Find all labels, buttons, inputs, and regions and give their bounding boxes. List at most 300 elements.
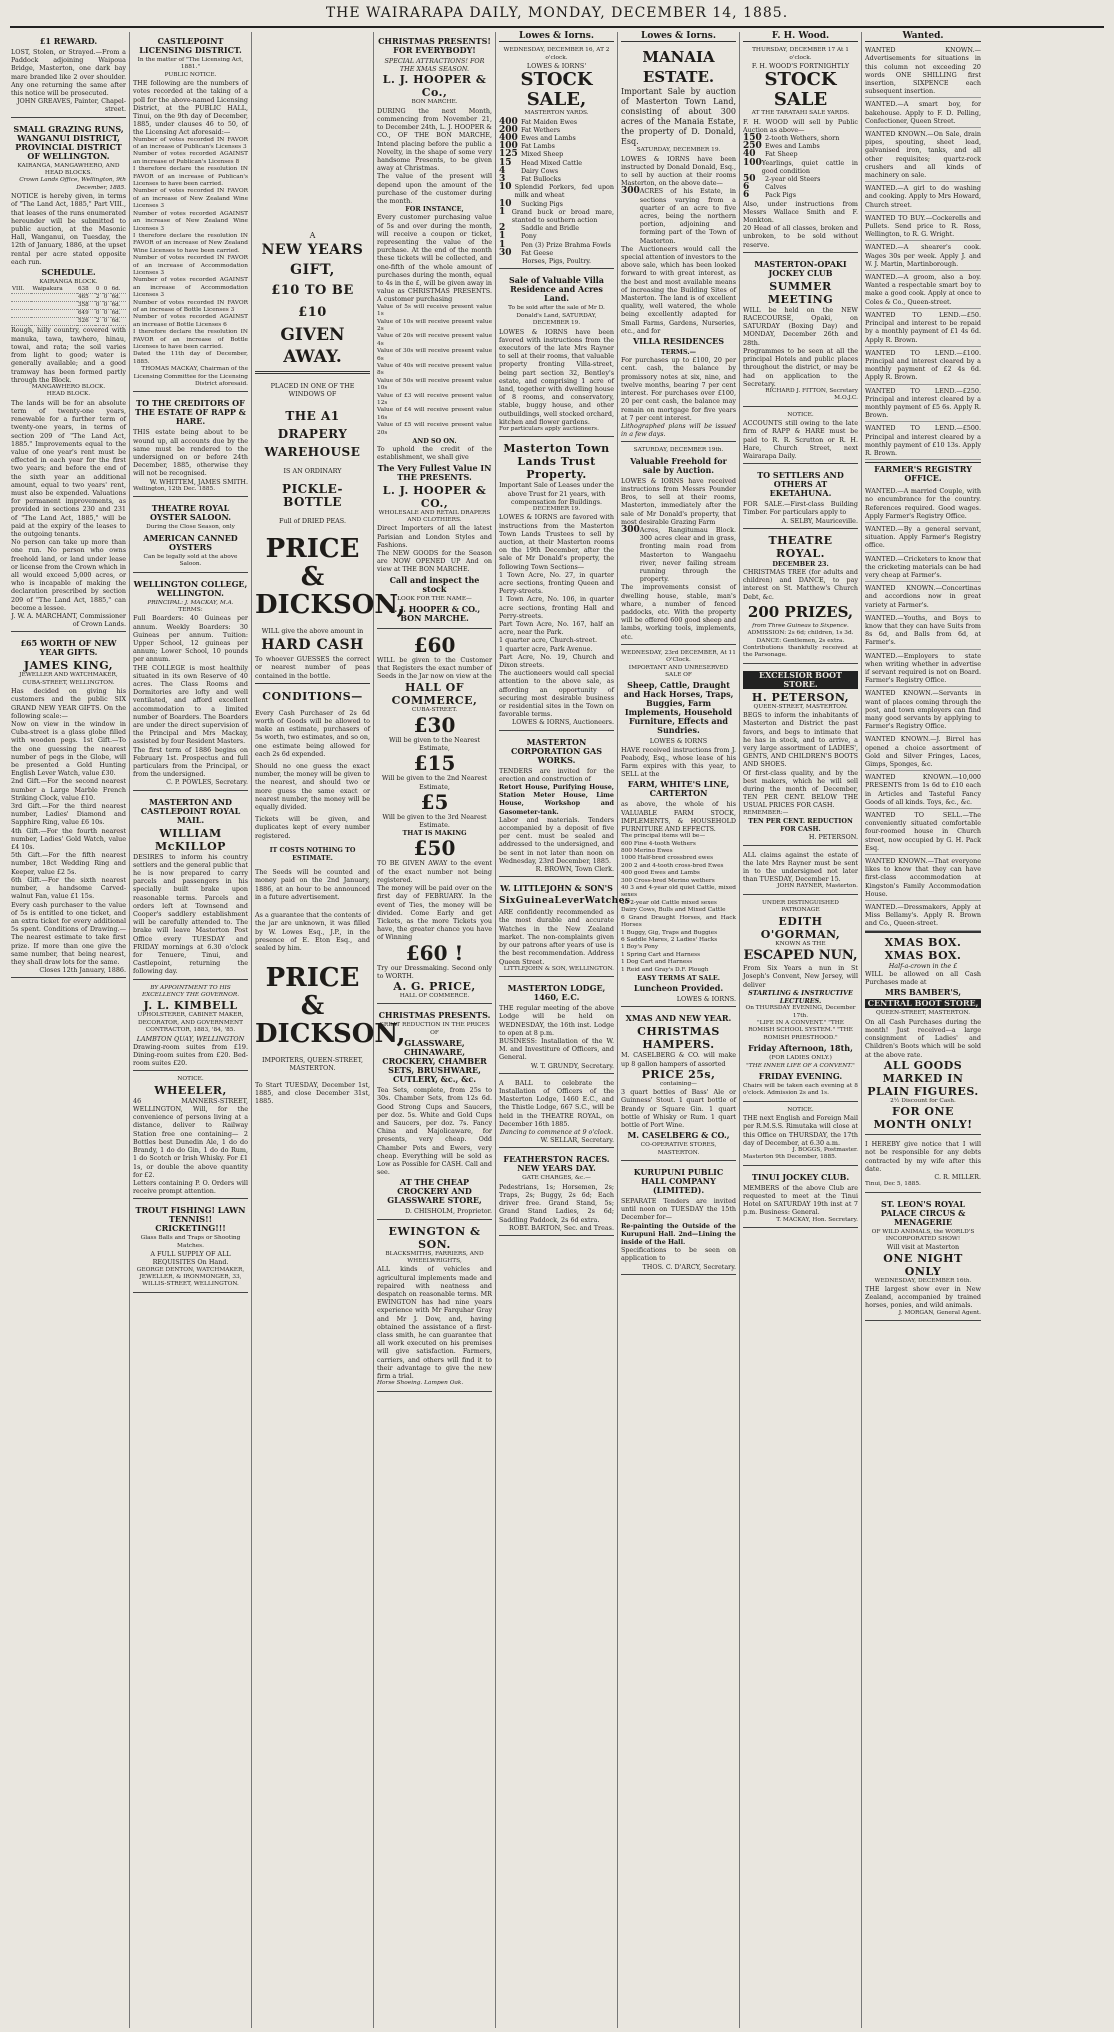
farm-item: 1 Spring Cart and Harness	[621, 951, 701, 958]
stock-lot-desc: Splendid Porkers, fed upon milk and wheat	[514, 183, 614, 200]
prize-30-text: Will be given to the Nearest Estimate,	[388, 736, 480, 753]
featherston-signature: ROBT. BARTON, Sec. and Treas.	[509, 1223, 614, 1232]
credit-text: To uphold the credit of the establishment, we shall give	[377, 445, 492, 462]
villa-heading: Sale of Valuable Villa Residence and Acres Land.	[508, 275, 604, 304]
rapp-notice-heading: NOTICE.	[787, 411, 814, 418]
mail-notice-body: THE next English and Foreign Mail per R.M.S.S. Rimutaka will close at this Office on THURSDAY, the 17th day of December, at 6.30 a.m.	[743, 1114, 858, 1147]
look-for-name: LOOK FOR THE NAME—	[397, 595, 472, 602]
masthead: THE WAIRARAPA DAILY, MONDAY, DECEMBER 14, 1885.	[10, 0, 1104, 28]
mckillop-name: WILLIAM McKILLOP	[155, 826, 226, 853]
hamper-body: M. CASELBERG & CO. will make up 8 gallon hampers of assorted	[621, 1051, 736, 1068]
hooper-value: The value of the present will depend upon the amount of the purchase of the customer during the month.	[377, 172, 492, 206]
condition-3: Tickets will be given, and duplicates kept of every number registered.	[255, 815, 370, 840]
schedule-cell: 358	[77, 302, 95, 310]
schedule-cell	[11, 318, 31, 326]
kurupuni-ad	[621, 1163, 736, 1275]
wood-lot-count: 6	[743, 190, 750, 201]
stock-lot-desc: Dairy Cows	[521, 166, 559, 175]
kurupuni-signature: THOS. C. D'ARCY, Secretary.	[642, 1262, 736, 1271]
tinui-heading: TINUI JOCKEY CLUB.	[751, 1171, 850, 1182]
wood-lot-desc: 2-tooth Wethers, shorn	[765, 134, 840, 143]
wanted-item: WANTED KNOWN.—On Sale, drain pipes, spouting, sheet lead, galvanised iron, tanks, and all other requisites; quartz-rock crushers and all kinds of machinery on sale.	[865, 128, 981, 182]
farm-item: 40 3 and 4-year old quiet Cattle, mixed sexes	[621, 885, 736, 899]
bon-marche: BON MARCHE.	[411, 99, 458, 106]
stock-lot-desc: Pen (3) Prize Brahma Fowls	[521, 240, 611, 249]
lodge-heading: MASTERTON LODGE, 1460, E.C.	[507, 983, 606, 1003]
town-heading: Masterton Town Lands Trust Property.	[503, 442, 610, 482]
lands-body: NOTICE is hereby given, in terms of "The Land Act, 1885," Part VIII., that leases of the runs enumerated hereunder will be submitted to public auction, at the Masonic Hall, Wanganui, on Tuesday, the 12th of January, 1886, at the upset rental per acre stated opposite each run.	[11, 192, 126, 266]
stock-lot	[499, 183, 614, 199]
town-lot: 1 Town Acre, No. 27, in quarter acre sections, fronting Queen and Perry-streets.	[499, 570, 614, 596]
farm-item: 300 Cross-bred Merino wethers	[621, 877, 715, 884]
farm-item: 20 2-year old Cattle mixed sexes	[621, 899, 717, 906]
licensing-body: THE following are the numbers of votes recorded at the taking of a poll for the above-named Licensing District, at the PUBLIC HALL, Tinui, on the 9th day of December, 1885, under clauses 46 to 50, of the Licensing Act aforesaid:—	[133, 79, 248, 137]
acres-text: ACRES of his Estate, in sections varying from a quarter of an acre to five acres, being the northern portion, adjoining and forming part of the Town of Masterton.	[639, 187, 736, 245]
one-night: ONE NIGHT ONLY	[883, 1251, 963, 1278]
prize-5-text: Will be given to the 3rd Nearest Estimate.	[382, 812, 487, 830]
villa-tail: For particulars apply auctioneers.	[499, 425, 599, 432]
xmas-heading: CHRISTMAS PRESENTS! FOR EVERYBODY!	[378, 36, 491, 55]
rapp-ad	[133, 394, 248, 497]
denton-ad	[133, 1201, 248, 1292]
rapp-signature: W. WHITTEM, JAMES SMITH.	[149, 477, 248, 486]
freehold-acres-text: Acres, Rangitumau Block. 300 acres clear and in grass, fronting main road from Masterton to Wangaehu river, never failing stream running through the property.	[639, 525, 736, 584]
peterson-signature: H. PETERSON.	[808, 833, 858, 842]
littlejohn-heading: W. LITTLEJOHN & SON'S	[500, 883, 613, 894]
terms-heading: TERMS.—	[660, 348, 696, 357]
value-line: Value of £4 will receive present value 16s	[377, 407, 492, 421]
conditions-heading: CONDITIONS—	[262, 689, 363, 703]
wanted-item: WANTED KNOWN.—Advertisements for situations in this column not exceeding 20 words ONE SHILLING first insertion, SIXPENCE each subsequent insertion.	[865, 44, 981, 98]
circus-visit: Will visit at Masterton	[886, 1243, 960, 1252]
town-lot: 1 quarter acre, Park Avenue.	[499, 644, 593, 653]
town-lot: Part Acre, No. 19, Church and Dixon streets.	[499, 652, 614, 670]
wanted-item: WANTED KNOWN.—Concertinas and accordions now in great variety at Farmer's.	[865, 582, 981, 612]
wood-also: Also, under instructions from Messrs Wallace Smith and F. Monkton.	[743, 199, 858, 225]
col5-header: Lowes & Iorns.	[499, 32, 614, 42]
column-6	[618, 32, 740, 2028]
dickson-name: DICKSON,	[255, 590, 406, 621]
jockey-signature: RICHARD J. FITTON, Secretary M.O.J.C.	[765, 387, 858, 402]
prize-15-text: Will be given to the 2nd Nearest Estimate,	[381, 774, 488, 791]
hamper-list: 3 quart bottles of Bass' Ale or Guinness' Stout. 1 quart bottle of Brandy or Square Gin. 1 quart bottle of Whisky or Rum. 1 quart bottle of Port Wine.	[621, 1088, 736, 1129]
kimbell-name: J. L. KIMBELL	[143, 999, 238, 1013]
start-close: To Start TUESDAY, December 1st, 1885, and close December 31st, 1885.	[255, 1080, 370, 1105]
stock-lot-desc: Pony	[521, 232, 537, 241]
schedule-row	[11, 310, 126, 318]
block-3: HEAD BLOCK.	[46, 391, 91, 398]
wood-lots	[743, 134, 858, 200]
fifty-pounds: £50	[413, 836, 456, 861]
manaia-tail: The Auctioneers would call the special attention of investors to the above sale, which has been looked forward to with great interest, as the best and most available means of increasing the Building Sites of Masterton. The land is of excellent quality, well watered, the whole being excellently adapted for Small Farms, Gardens, Nurseries, etc., and for	[621, 244, 736, 335]
kimbell-address: LAMBTON QUAY, WELLINGTON	[136, 1034, 245, 1043]
bamber-tail: On all Cash Purchases during the month! Just received—a large consignment of Ladies' and Children's Boots which will be sold at the above rate.	[865, 1017, 981, 1059]
gift-amount: £10 TO BE £10	[271, 283, 354, 321]
littlejohn-sub: SixGuineaLeverWatches	[499, 896, 631, 907]
schedule-table	[11, 286, 126, 326]
ampersand: &	[300, 562, 325, 593]
bamber-ad	[865, 931, 981, 1135]
manaia-heading: MANAIA ESTATE.	[642, 48, 715, 87]
wood-date: THURSDAY, DECEMBER 17 At 1 o'clock.	[752, 47, 849, 61]
half-crown: Half-a-crown in the £	[888, 961, 958, 970]
peabody-firm: LOWES & IORNS	[649, 737, 708, 746]
settlers-body: FOR SALE.—First-class Building Timber. For particulars apply to	[743, 500, 858, 517]
hamper-sub: CHRISTMAS HAMPERS.	[637, 1025, 720, 1052]
col8-header: Wanted.	[865, 32, 981, 42]
lands-ad	[11, 120, 126, 633]
col6-header: Lowes & Iorns.	[621, 32, 736, 42]
farm-item: 6 Saddle Mares, 2 Ladies' Hacks	[621, 936, 718, 943]
coop-stores: CO-OPERATIVE STORES, MASTERTON.	[640, 1142, 717, 1156]
wheeler-ad	[133, 1073, 248, 1199]
schedule-cell: 638	[77, 286, 95, 294]
wanted-item: WANTED.—A girl to do washing and cooking. Apply to Mrs Howard, Church street.	[865, 182, 981, 212]
stock-sale-ad	[499, 44, 614, 269]
wood-lot-count: 6	[743, 182, 750, 193]
guarantee-text: As a guarantee that the contents of the jar are unknown, it was filled by W. Lowes Esq., J.P., in the presence of E. Eton Esq., and sealed by him.	[255, 911, 370, 952]
ewington-addr: Horse Shoeing. Lampen Oak.	[377, 1380, 464, 1387]
stock-sale: STOCK SALE,	[520, 69, 593, 111]
stock-lot-count: 2	[499, 223, 506, 234]
manaia-date: SATURDAY, DECEMBER 19.	[636, 147, 721, 154]
circus-body: THE largest show ever in New Zealand, accompanied by trained horses, ponies, and wild animals.	[865, 1284, 981, 1310]
licensing-ad	[133, 32, 248, 392]
costs-nothing: IT COSTS NOTHING TO ESTIMATE.	[269, 845, 356, 863]
peterson-sub: QUEEN-STREET, MASTERTON.	[753, 703, 848, 710]
wood-fortnightly: F. H. WOOD'S FORTNIGHTLY	[751, 62, 850, 71]
wholesale: WHOLESALE AND RETAIL DRAPERS AND CLOTHIERS.	[378, 509, 491, 524]
town-lands-ad	[499, 439, 614, 730]
stock-lot	[499, 249, 614, 257]
tinui-ad	[743, 1168, 858, 1228]
new-years-gift: NEW YEARS GIFT,	[261, 242, 364, 279]
vote-line: Number of votes recorded IN FAVOR of an increase of Bottle Licenses 3	[133, 299, 248, 313]
theatre-royal-body: CHRISTMAS TREE (for adults and children) and DANCE, to pay interest on St. Matthew's Church Debt, &c.	[743, 567, 858, 601]
wood-lot-desc: Ewes and Lambs	[765, 142, 820, 151]
wood-intro: F. H. WOOD will sell by Public Auction as above—	[743, 117, 858, 134]
wood-lot-desc: Fat Sheep	[765, 150, 798, 159]
schedule-cell	[31, 294, 77, 302]
schedule-cell: 0	[95, 310, 103, 318]
ball-dance: Dancing to commence at 9 o'clock.	[499, 1127, 614, 1136]
gift-4: 4th Gift.—For the fourth nearest number, Ladies' Gold Watch, value £4 10s.	[11, 826, 126, 852]
wanted-item: WANTED TO LEND.—£500. Principal and interest cleared by a monthly payment of £10 13s. Apply R. Brown.	[865, 422, 981, 460]
vote-line: Number of votes recorded AGAINST an increase of Publican's Licenses 8	[133, 151, 248, 165]
reward-body: LOST, Stolen, or Strayed.—From a Paddock adjoining Waipoua Bridge, Masterton, one dark bay mare branded like 2 over shoulder. Any one returning the same after this notice will be prosecuted.	[11, 48, 126, 98]
column-3	[252, 32, 406, 2028]
wood-lot-count: 100	[743, 157, 762, 168]
wheeler-body: 46 MANNERS-STREET, WELLINGTON, Will, for the convenience of persons living at a distance, deliver to Railway Station free one containing— 2 Bottles best Dunedin Ale, 1 do do Brandy, 1 do do Gin, 1 do do Rum, 1 do Scotch or Irish Whisky. For £1 1s, or double the above quantity for £2.	[133, 1096, 248, 1179]
cp-heading: CHRISTMAS PRESENTS.	[378, 1010, 491, 1021]
town-lot: 1 Town Acre, No. 106, in quarter acre sections, fronting Hall and Perry-streets.	[499, 595, 614, 620]
miller-date: Tinui, Dec 5, 1885.	[865, 1181, 921, 1188]
contributions: Contributions thankfully received at the Parsonage.	[743, 644, 858, 659]
value-line: Value of 5s will receive present value 1s	[377, 303, 492, 318]
wanted-item: WANTED.—A shearer's cook. Wages 30s per week. Apply J. and W. J. Martin, Martinborough.	[865, 241, 981, 271]
prizes-sub: from Three Guineas to Sixpence.	[752, 622, 849, 629]
town-signature: LOWES & IORNS, Auctioneers.	[511, 718, 614, 727]
peabody-bold: Sheep, Cattle, Draught and Hack Horses, Traps, Buggies, Farm Implements, Household Furniture, Effects and Sundries.	[623, 680, 734, 736]
freehold-body: LOWES & IORNS have received instructions from Messrs Pounder Bros, to sell at their rooms, Masterton, immediately after the sale of Mr Donald's property, that most desirable Grazing Farm	[621, 476, 736, 526]
college-tail: The first term of 1886 begins on February 1st. Prospectus and full particulars from the Principal, or from the undersigned.	[133, 745, 248, 779]
schedule-cell: 6d.	[111, 302, 126, 310]
manaia-body: Important Sale by auction of Masterton Town Land, consisting of about 300 acres of the Manaia Estate, the property of D. Donald, Esq.	[621, 87, 736, 147]
town-lot: Part Town Acre, No. 167, half an acre, near the Park.	[499, 620, 614, 637]
circus-date: WEDNESDAY, DECEMBER 16th.	[874, 1277, 972, 1284]
stock-lot	[499, 200, 614, 208]
kurupuni-bold: Re-painting the Outside of the Kurupuni Hall. 2nd—Lining the inside of the Hall.	[621, 1221, 736, 1247]
lands-signature: J. W. A. MARCHANT, Commissioner of Crown Lands.	[11, 612, 126, 629]
ewington-sub: BLACKSMITHS, FARRIERS, AND WHEELWRIGHTS,	[385, 1250, 484, 1264]
kurupuni-heading: KURUPUNI PUBLIC HALL COMPANY (LIMITED).	[633, 1167, 724, 1195]
stock-lot-desc: Ewes and Lambs	[521, 134, 576, 143]
dance-price: DANCE: Gentlemen, 2s extra.	[756, 637, 845, 644]
freehold-date: SATURDAY, DECEMBER 19th.	[633, 447, 724, 454]
hooper-name-2: L. J. HOOPER & CO.,	[382, 483, 487, 510]
oyster-ad	[133, 499, 248, 572]
farm-name: FARM, WHITE'S LINE, CARTERTON	[627, 779, 730, 799]
licensing-act: In the matter of "The Licensing Act, 1881."	[137, 57, 244, 71]
known-as: KNOWN AS THE	[775, 940, 826, 947]
schedule-cell: 2	[95, 318, 103, 326]
column-8	[862, 32, 984, 2028]
rayner-ad	[743, 848, 858, 895]
terms-body: For purchases up to £100, 20 per cent. cash, the balance by promissory notes at six, nine, and twelve months, bearing 7 per cent interest. For purchases over £100, 20 per cent cash, the balance may remain on mortgage for five years at 7 per cent interest.	[621, 356, 736, 422]
value-line: Value of 30s will receive present value 6s	[377, 348, 492, 362]
peabody-date: WEDNESDAY, 23rd DECEMBER, At 11 O'Clock.	[621, 649, 736, 664]
vote-line: Number of votes recorded IN FAVOR of an increase of New Zealand Wine Licenses 3	[133, 188, 248, 210]
column-4	[374, 32, 496, 2028]
gift-a: A	[309, 231, 316, 240]
gift-2: 2nd Gift.—For the second nearest number a Large Marble French Striking Clock, value £10.	[11, 777, 126, 802]
denton-name: GEORGE DENTON, WATCHMAKER, JEWELLER, & IRONMONGER, 33, WILLIS-STREET, WELLINGTON.	[136, 1266, 245, 1288]
king-close: Closes 12th January, 1886.	[39, 966, 126, 975]
hamper-heading: XMAS AND NEW YEAR.	[625, 1013, 732, 1024]
stock-lot	[499, 175, 614, 183]
ladies-only: (FOR LADIES ONLY.)	[769, 1055, 832, 1062]
placed-text: PLACED IN ONE OF THE WINDOWS OF	[270, 382, 355, 399]
stock-lot-count: 400	[499, 116, 518, 127]
column-7	[740, 32, 862, 2028]
farm-item: 1 Reid and Gray's D.F. Plough	[621, 966, 709, 973]
freehold-tail: The improvements consist of dwelling house, stable, man's whare, a number of fenced paddocks, etc. With the property will be offered 600 good sheep and lambs, working tools, implements, etc.	[621, 583, 736, 641]
stock-lot	[499, 241, 614, 249]
college-signature: C. P. POWLES, Secretary.	[166, 778, 248, 787]
vote-line: Number of votes recorded AGAINST an increase of Accommodation Licenses 3	[133, 277, 248, 299]
lands-subheading: KAIRANGA, MANGAWHERO, AND HEAD BLOCKS.	[17, 162, 120, 177]
wood-stock-ad	[743, 44, 858, 253]
block-2: MANGAWHERO BLOCK.	[31, 383, 106, 390]
friday-afternoon: Friday Afternoon, 18th,	[748, 1043, 853, 1054]
lectures: STARTLING & INSTRUCTIVE LECTURES.	[748, 988, 853, 1005]
oyster-heading: THEATRE ROYAL OYSTER SALOON.	[149, 503, 232, 523]
will-give: WILL give the above amount in	[261, 627, 364, 636]
schedule-cell: 6d.	[111, 310, 126, 318]
king-sub: JEWELLER AND WATCHMAKER, CUBA-STREET, WELLINGTON.	[19, 672, 118, 686]
a1-drapery: THE A1 DRAPERY WAREHOUSE	[264, 408, 361, 459]
wood-lot	[743, 183, 858, 191]
hooper-body: DURING the next Month, commencing from November 21, to December 24th, L. J. HOOPER & CO., OF THE BON MARCHE, Intend placing before the public a Novelty, in the shape of some very handsome Presents, to be given away at Christmas.	[377, 106, 492, 173]
column-1	[8, 32, 130, 2028]
wanted-item: WANTED.—By a general servant, situation. Apply Farmer's Registry office.	[865, 523, 981, 553]
freehold-acres-number: 300	[621, 524, 640, 535]
schedule-cell: 465	[77, 294, 95, 302]
caselberg: M. CASELBERG & CO.,	[627, 1130, 730, 1141]
one-month: FOR ONE MONTH ONLY!	[873, 1105, 973, 1132]
special-attractions: SPECIAL ATTRACTIONS! FOR THE XMAS SEASON.	[384, 57, 485, 74]
wood-lot-desc: Pack Pigs	[765, 191, 797, 200]
gas-tail: Labor and materials. Tenders accompanied by a deposit of five per cent. must be sealed and addressed to the undersigned, and be sent in not later than noon on Wednesday, 23rd December, 1885.	[499, 815, 614, 865]
friday-evening: FRIDAY EVENING.	[758, 1070, 843, 1081]
wanted-item: WANTED.—Employers to state when writing whether in advertise if servant required is not on Board. Farmer's Registry Office.	[865, 650, 981, 688]
rapp-date: Wellington, 12th Dec. 1885.	[133, 485, 216, 492]
town-lots	[499, 571, 614, 669]
prize-5: £5	[420, 789, 449, 814]
oyster-product: AMERICAN CANNED OYSTERS	[143, 532, 238, 552]
column-container	[8, 32, 1106, 2028]
college-ad	[133, 575, 248, 791]
stock-lot-count: 100	[499, 141, 518, 152]
theatre-royal-date: DECEMBER 23.	[772, 559, 829, 568]
stock-lot-desc: Fat Wethers	[521, 125, 561, 134]
town-lot: 1 quarter acre, Church-street.	[499, 636, 597, 645]
farm-item: 1 Buggy, Gig, Traps and Buggies	[621, 929, 718, 936]
value-line: Value of 40s will receive present value 8s	[377, 362, 492, 377]
littlejohn-body: ARE confidently recommended as the most durable and accurate Watches in the New Zealand market. The non-complaints given by our patrons after years of use is the best recommendation. Address Queen Street.	[499, 908, 614, 966]
wood-lot-count: 50	[743, 174, 756, 185]
patronage: UNDER DISTINGUISHED PATRONAGE	[762, 899, 839, 914]
mail-body: DESIRES to inform his country settlers and the general public that he is now prepared to carry parcels and passengers in his specially built brake upon reasonable terms. Parcels and orders left at Townsend and Cooper's saddlery establishment will be carefully attended to. The brake will leave Masterton Post Office every TUESDAY and FRIDAY mornings at 6.30 o'clock for Tenuere, Tinui, and Castlepoint, returning the following day.	[133, 852, 248, 976]
mail-notice-ad	[743, 1104, 858, 1166]
manaia-instructions: LOWES & IORNS have been instructed by Donald Donald, Esq., to sell by auction at their rooms Masterton, on the above date—	[621, 154, 736, 188]
stock-lot-desc: Sucking Pigs	[521, 199, 563, 208]
thursday: On THURSDAY EVENING, December 17th.	[745, 1005, 856, 1019]
town-body: LOWES & IORNS are favored with instructions from the Masterton Town Lands Trustees to sell by auction, at their Masterton rooms on the 19th December, after the sale of Mr Donald's property, the following Town Sections—	[499, 513, 614, 571]
vote-line: Number of votes recorded AGAINST an increase of New Zealand Wine Licenses 3	[133, 210, 248, 232]
bamber-address: QUEEN-STREET, MASTERTON.	[875, 1010, 971, 1017]
plans-text: Lithographed plans will be issued in a few days.	[621, 421, 736, 439]
wood-yards: AT THE TARATAHI SALE YARDS.	[751, 110, 850, 117]
wanted-item: WANTED.—A married Couple, with no encumbrance for the country. References required. Good wages. Apply Farmer's Registry Office.	[865, 485, 981, 523]
ewington-body: ALL kinds of vehicles and agricultural implements made and repaired with neatness and despatch on reasonable terms. MR EWINGTON has had nine years experience with Mr Farquhar Gray and Mr J. Dow, and, having obtained the assistance of a first-class smith, he can guarantee that all work executed on his premises will give satisfaction. Farmers, carriers, and others will find it to their advantage to give the new firm a trial.	[377, 1265, 492, 1381]
schedule-row	[11, 318, 126, 326]
littlejohn-ad	[499, 879, 631, 977]
that-is-making: THAT IS MAKING	[402, 829, 467, 838]
circus-signature: J. MORGAN, General Agent.	[898, 1309, 981, 1316]
town-sub: Important Sale of Leases under the above Trust for 21 years, with compensation for Buildings.	[499, 481, 614, 506]
sixty-pounds-2: £60 !	[405, 940, 464, 965]
miller-body: I HEREBY give notice that I will not be responsible for any debts contracted by my wife after this date.	[865, 1140, 981, 1173]
gift-5: 5th Gift.—For the fifth nearest number, 18ct Wedding Ring and Keeper, value £2 5s.	[11, 851, 126, 876]
plain-figures: ALL GOODS MARKED IN PLAIN FIGURES.	[867, 1058, 979, 1098]
schedule-cell: 0	[95, 302, 103, 310]
farm-item: 1 Dog Cart and Harness	[621, 959, 693, 966]
given-away: GIVEN AWAY.	[280, 325, 345, 368]
wood-lot-desc: 2-year old Steers	[765, 175, 821, 184]
hard-cash: HARD CASH	[261, 637, 364, 654]
appointment: BY APPOINTMENT TO HIS EXCELLENCY THE GOVERNOR.	[141, 984, 240, 999]
schedule-cell: 0	[103, 286, 111, 294]
vote-line: Number of votes recorded IN FAVOR of an increase of Accommodation Licenses 3	[133, 255, 248, 276]
schedule-cell: 2	[95, 294, 103, 302]
ordinary-text: IS AN ORDINARY	[283, 466, 342, 475]
central-boot-store: CENTRAL BOOT STORE,	[865, 999, 981, 1008]
kurupuni-body: SEPARATE Tenders are invited until noon on TUESDAY the 15th December for—	[621, 1197, 736, 1222]
direct-importers: Direct Importers of all the latest Parisian and London Styles and Fashions.	[377, 524, 492, 549]
gift-6: 6th Gift.—For the sixth nearest number, a handsome Carved-walnut Fan, value £1 15s.	[11, 875, 126, 901]
schedule-cell: 0	[103, 310, 111, 318]
stock-lot-count: 15	[499, 157, 512, 168]
rapp-notice-body: ACCOUNTS still owing to the late firm of RAPP & HARE must be paid to R. R. Scrutton or R. H. Hare, Church Street, next Wairarapa Daily.	[743, 419, 858, 460]
great-reduction: GREAT REDUCTION IN THE PRICES OF	[379, 1022, 490, 1036]
glassware: GLASSWARE, CHINAWARE, CROCKERY, CHAMBER SETS, BRUSHWARE, CUTLERY, &c., &c.	[382, 1038, 487, 1085]
separator	[255, 683, 370, 684]
stock-lot-count: 125	[499, 149, 518, 160]
jockey-body: WILL be held on the NEW RACECOURSE, Opaki, on SATURDAY (Boxing Day) and MONDAY, December 26th and 28th.	[743, 305, 858, 347]
stock-lot-desc: Fat Bullocks	[521, 175, 561, 184]
wanted-item: WANTED.—Cricketers to know that the cricketing materials can be had very cheap at Farmer's.	[865, 553, 981, 583]
miller-ad	[865, 1137, 981, 1192]
pickle-bottle: PICKLE-BOTTLE	[282, 481, 343, 509]
stock-lot	[499, 208, 614, 224]
vote-line: I therefore declare the resolution IN FAVOR of an increase of New Zealand Wine Licenses to have been carried.	[133, 232, 248, 254]
condition-1: Every Cash Purchaser of 2s 6d worth of Goods will be allowed to make an estimate, purchasers of 5s worth, two estimates, and so on, one estimate being allowed for each 2s 6d expended.	[255, 708, 370, 758]
stock-lot	[499, 150, 614, 158]
kimbell-sub: UPHOLSTERER, CABINET MAKER, DECORATOR, AND GOVERNMENT CONTRACTOR, 1883, '84, '85.	[137, 1012, 244, 1034]
vote-line: Number of votes recorded AGAINST an increase of Bottle Licenses 6	[133, 314, 248, 328]
wanted-item: WANTED TO BUY.—Cockerells and Pullets. Send price to R. Ross, Wellington, to R. G. Wright.	[865, 212, 981, 242]
college-heading: WELLINGTON COLLEGE, WELLINGTON.	[133, 578, 248, 598]
wanted-item: WANTED.—A smart boy, for bakehouse. Apply to F. D. Pelling, Confectioner, Queen Street.	[865, 98, 981, 128]
reward-signature: JOHN GREAVES, Painter, Chapel-street.	[16, 97, 126, 114]
schedule-cell: 6d.	[111, 286, 126, 294]
schedule-row	[11, 294, 126, 302]
stock-lot-desc: Fat Maiden Ewes	[521, 117, 578, 126]
schedule-cell	[31, 310, 77, 318]
wood-stock-sale: STOCK SALE	[764, 69, 837, 111]
peterson-tail: Of first-class quality, and by the best makers, which he will sell during the month of December, TEN PER CENT. BELOW THE USUAL PRICES FOR CASH.	[743, 768, 858, 810]
farm-body: as above, the whole of his VALUABLE FARM STOCK, IMPLEMENTS, & HOUSEHOLD FURNITURE AND EFFECTS.	[621, 800, 736, 834]
wanted-item: WANTED KNOWN.—J. Birrel has opened a choice assortment of Gold and Silver Fringes, Laces, Gimps, Sponges, &c.	[865, 733, 981, 771]
mail-notice-date: Masterton 9th December, 1885.	[743, 1154, 837, 1161]
ball-body: A BALL to celebrate the Installation of Officers of the Masterton Lodge, 1460 E.C., and the Thistle Lodge, 667 S.C., will be held in the THEATRE ROYAL, on December 16th 1885.	[499, 1078, 614, 1128]
wood-lot-count: 250	[743, 141, 762, 152]
nun-ad	[743, 897, 858, 1102]
price-sub: HALL OF COMMERCE.	[399, 992, 470, 999]
ewington-name: EWINGTON & SON.	[388, 1224, 481, 1251]
wood-lot	[743, 142, 858, 150]
value-line: Value of 10s will receive present value 2s	[377, 318, 492, 332]
value-line: Value of 20s will receive present value 4s	[377, 333, 492, 347]
stock-lot-desc: Head Mixed Cattle	[521, 158, 583, 167]
wanted-item: WANTED TO LEND.—£100. Principal and interest cleared by a monthly payment of £2 4s 6d. Apply R. Brown.	[865, 347, 981, 385]
settlers-ad	[743, 466, 858, 529]
wheeler-tail: Letters containing P. O. Orders will receive prompt attention.	[133, 1178, 248, 1196]
town-date: DECEMBER 19.	[532, 505, 581, 512]
stock-lot-count: 400	[499, 133, 518, 144]
wood-lot-desc: Yearlings, quiet cattle in good condition	[761, 158, 858, 175]
hooper-ad	[377, 32, 492, 629]
value-line: Value of £3 will receive present value 12s	[377, 392, 492, 406]
escaped-nun: ESCAPED NUN,	[743, 948, 858, 964]
ball-signature: W. SELLAR, Secretary.	[540, 1136, 614, 1145]
wheeler-name: WHEELER,	[154, 1083, 227, 1097]
col7-header: F. H. Wood.	[743, 32, 858, 42]
cheap-store: AT THE CHEAP CROCKERY AND GLASSWARE STORE,	[387, 1177, 482, 1206]
jockey-ad	[743, 255, 858, 407]
value-line: Value of £5 will receive present value 20s	[377, 422, 492, 436]
